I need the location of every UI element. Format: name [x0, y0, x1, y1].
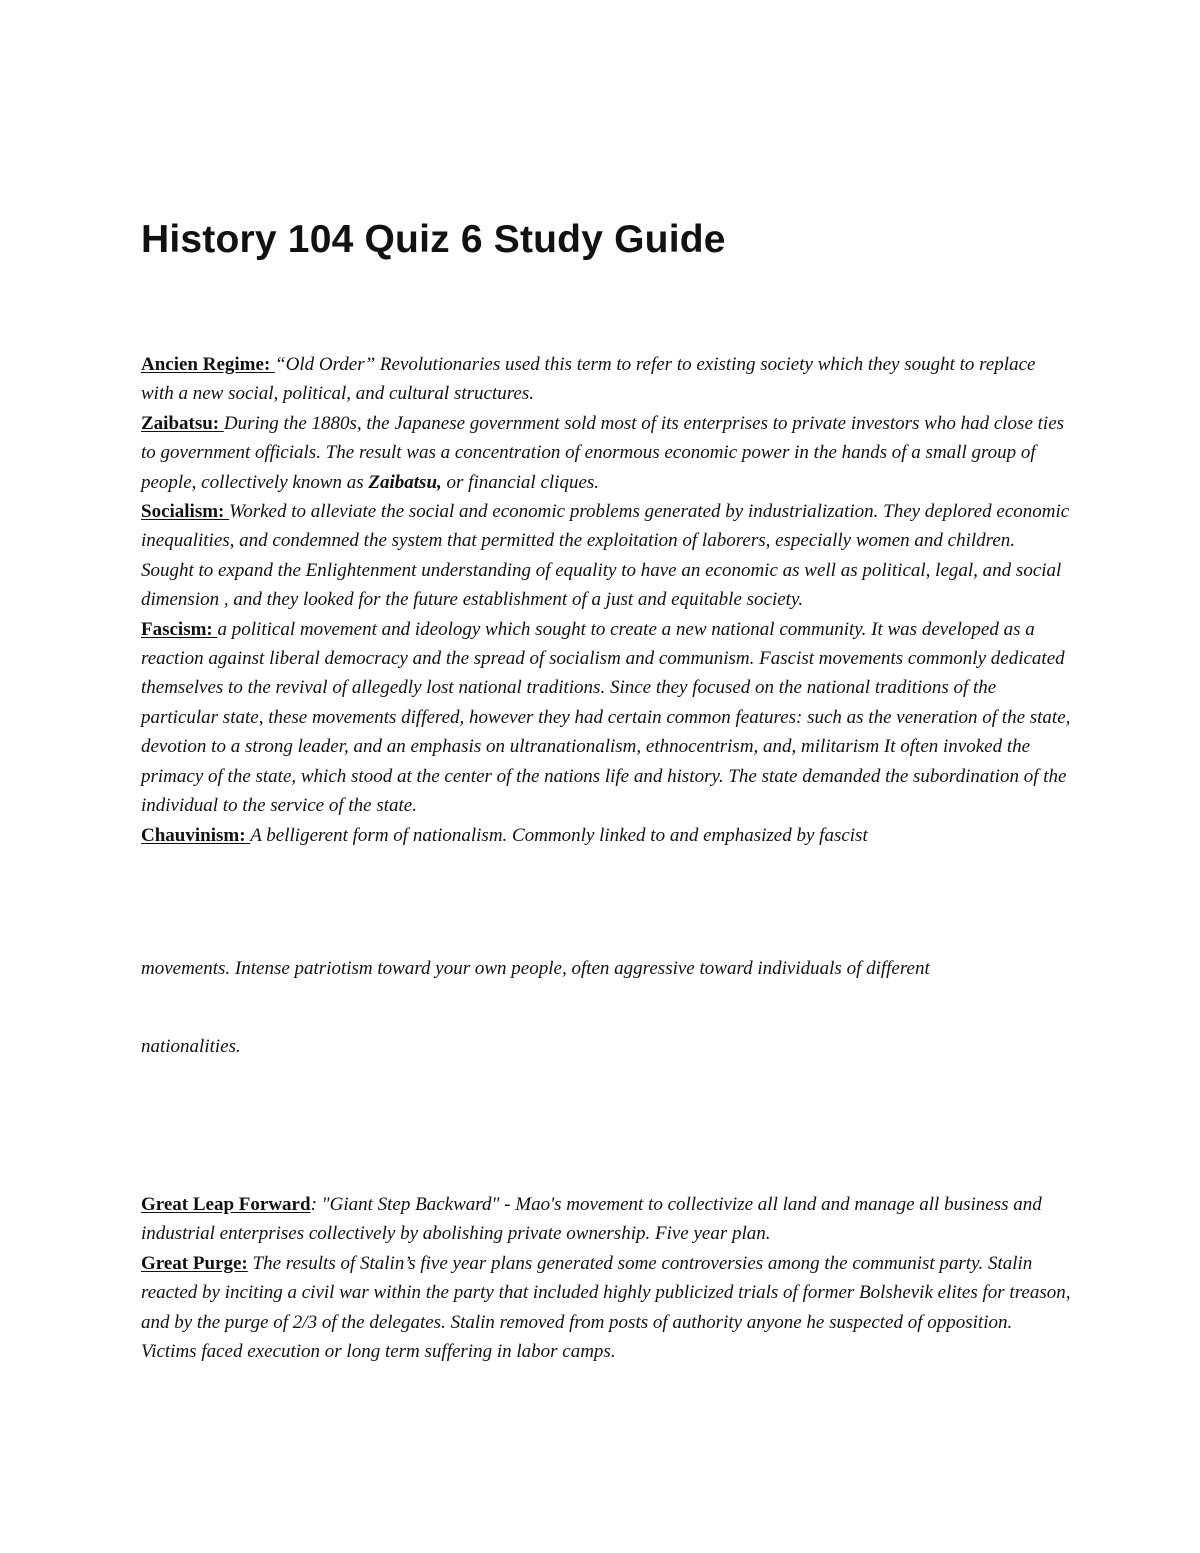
entry-great-purge: [141, 1249, 1071, 1367]
definition-chauvinism-line1: A belligerent form of nationalism. Commonly linked to and emphasized by fascist: [250, 824, 868, 846]
term-chauvinism: Chauvinism:: [141, 824, 251, 846]
definition-great-leap-forward: "Giant Step Backward" - Mao's movement to collectivize all land and manage all business and industrial enterprises collectively by abolishing private ownership. Five year plan.: [141, 1194, 1042, 1245]
definition-zaibatsu-part1: During the 1880s, the Japanese government sold most of its enterprises to private investors who had close ties to government officials. The result was a concentration of enormous economic power in the hands of a small group of people, collectively known as: [141, 412, 1065, 493]
glossary-block-2: [141, 1190, 1071, 1366]
glossary-block-1: [141, 350, 1071, 850]
term-separator: :: [310, 1194, 322, 1215]
term-socialism: Socialism:: [141, 501, 230, 523]
term-fascism: Fascism:: [141, 618, 218, 640]
definition-ancien-regime: “Old Order” Revolutionaries used this term to refer to existing society which they sought to replace with a new social, political, and cultural structures.: [141, 354, 1036, 405]
entry-socialism: [141, 497, 1071, 615]
entry-fascism: [141, 615, 1071, 821]
page-title: History 104 Quiz 6 Study Guide: [141, 218, 726, 261]
term-ancien-regime: Ancien Regime:: [141, 354, 276, 375]
definition-chauvinism-line2: movements. Intense patriotism toward your own people, often aggressive toward individuals of different: [141, 958, 930, 979]
term-zaibatsu: Zaibatsu:: [141, 412, 224, 434]
definition-zaibatsu-part2: or financial cliques.: [441, 471, 600, 493]
term-great-purge: Great Purge:: [141, 1252, 248, 1274]
definition-zaibatsu-bold-word: Zaibatsu,: [368, 471, 442, 493]
definition-chauvinism-line3: nationalities.: [141, 1036, 241, 1057]
entry-ancien-regime: [141, 350, 1071, 409]
definition-fascism: a political movement and ideology which sought to create a new national community. It was developed as a reaction against liberal democracy and the spread of socialism and communism. Fascist movements commonly dedicated themselves to the revival of allegedly lost national traditions. Since they focused on the national traditions of the particular state, these movements differed, however they had certain common features: such as the veneration of the state, devotion to a strong leader, and an emphasis on ultranationalism, ethnocentrism, and, militarism It often invoked the primacy of the state, which stood at the center of the nations life and history. The state demanded the subordination of the individual to the service of the state.: [141, 618, 1071, 817]
definition-great-purge: The results of Stalin’s five year plans generated some controversies among the communist party. Stalin reacted by inciting a civil war within the party that included highly publicized trials of former Bolshevik elites for treason, and by the purge of 2/3 of the delegates. Stalin removed from posts of authority anyone he suspected of opposition. Victims faced execution or long term suffering in labor camps.: [141, 1252, 1071, 1363]
definition-socialism: Worked to alleviate the social and economic problems generated by industrialization. They deplored economic inequalities, and condemned the system that permitted the exploitation of laborers, especially women and children. Sought to expand the Enlightenment understanding of equality to have an economic as well as political, legal, and social dimension , and they looked for the future establishment of a just and equitable society.: [141, 501, 1070, 611]
entry-zaibatsu: [141, 409, 1071, 497]
entry-great-leap-forward: [141, 1190, 1071, 1249]
term-great-leap-forward: Great Leap Forward: [141, 1194, 311, 1215]
entry-chauvinism: [141, 821, 1071, 850]
